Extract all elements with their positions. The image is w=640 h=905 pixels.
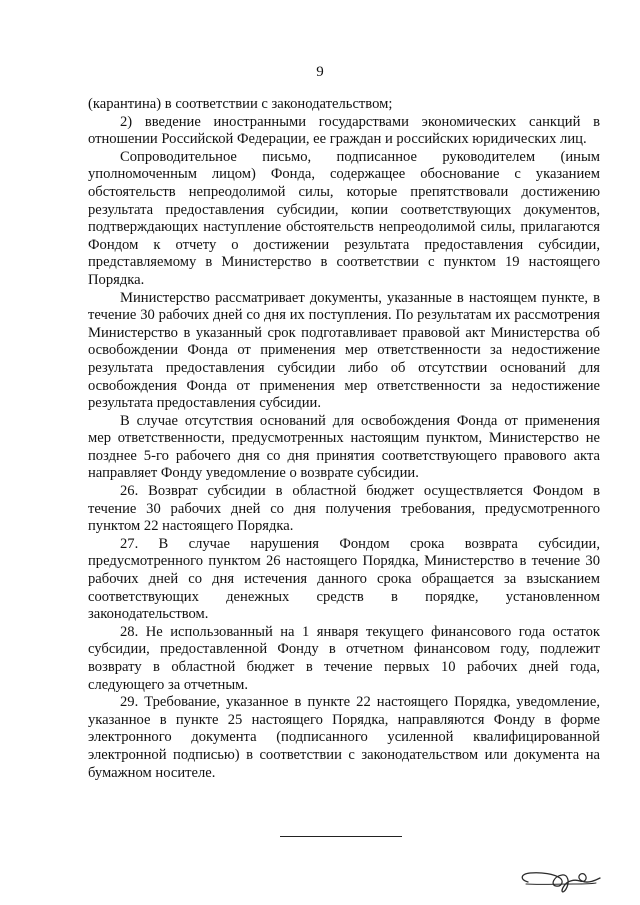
- paragraph-ministry-review: Министерство рассматривает документы, указанные в настоящем пункте, в течение 30 рабочих дней со дня их поступления. По результатам их рассмотрения Министерство в указанный срок подготавливает правовой акт Министерства об освобождении Фонда от применения мер ответственности за недостижение результата предоставления субсидии либо об отсутствии оснований для освобождения Фонда от применения мер ответственности за недостижение результата предоставления субсидии.: [88, 289, 600, 412]
- footer-divider-line: [280, 836, 402, 837]
- paragraph-item-29: 29. Требование, указанное в пункте 22 настоящего Порядка, уведомление, указанное в пункте 25 настоящего Порядка, направляются Фонду в форме электронного документа (подписанного усиленной квалифицированной электронной подписью) в соответствии с законодательством или документа на бумажном носителе.: [88, 694, 600, 781]
- paragraph-no-grounds: В случае отсутствия оснований для освобождения Фонда от применения мер ответственности, предусмотренных настоящим пунктом, Министерство не позднее 5-го рабочего дня со дня принятия соответствующего правового акта направляет Фонду уведомление о возврате субсидии.: [88, 412, 600, 482]
- signature-icon: [516, 862, 602, 896]
- paragraph-item-27: 27. В случае нарушения Фондом срока возврата субсидии, предусмотренного пунктом 26 настоящего Порядка, Министерство в течение 30 рабочих дней со дня истечения данного срока обращается за взысканием соответствующих денежных средств в порядке, установленном законодательством.: [88, 535, 600, 623]
- document-body: [88, 96, 600, 782]
- paragraph-item-26: 26. Возврат субсидии в областной бюджет осуществляется Фондом в течение 30 рабочих дней со дня получения требования, предусмотренного пунктом 22 настоящего Порядка.: [88, 483, 600, 535]
- page-number: 9: [316, 64, 324, 80]
- paragraph-quarantine-continuation: (карантина) в соответствии с законодательством;: [88, 96, 393, 112]
- paragraph-item-28: 28. Не использованный на 1 января текущего финансового года остаток субсидии, предоставленной Фонду в отчетном финансовом году, подлежит возврату в областной бюджет в течение первых 10 рабочих дней года, следующего за отчетным.: [88, 623, 600, 693]
- paragraph-cover-letter: Сопроводительное письмо, подписанное руководителем (иным уполномоченным лицом) Фонда, содержащее обоснование с указанием обстоятельств непреодолимой силы, которые препятствовали достижению результата предоставления субсидии, копии соответствующих документов, подтверждающих наступление обстоятельств непреодолимой силы, прилагаются Фондом к отчету о достижении результата предоставления субсидии, представляемому в Министерство в соответствии с пунктом 19 настоящего Порядка.: [88, 148, 600, 288]
- paragraph-sanctions-item: 2) введение иностранными государствами экономических санкций в отношении Российской Федерации, ее граждан и российских юридических лиц.: [88, 113, 600, 148]
